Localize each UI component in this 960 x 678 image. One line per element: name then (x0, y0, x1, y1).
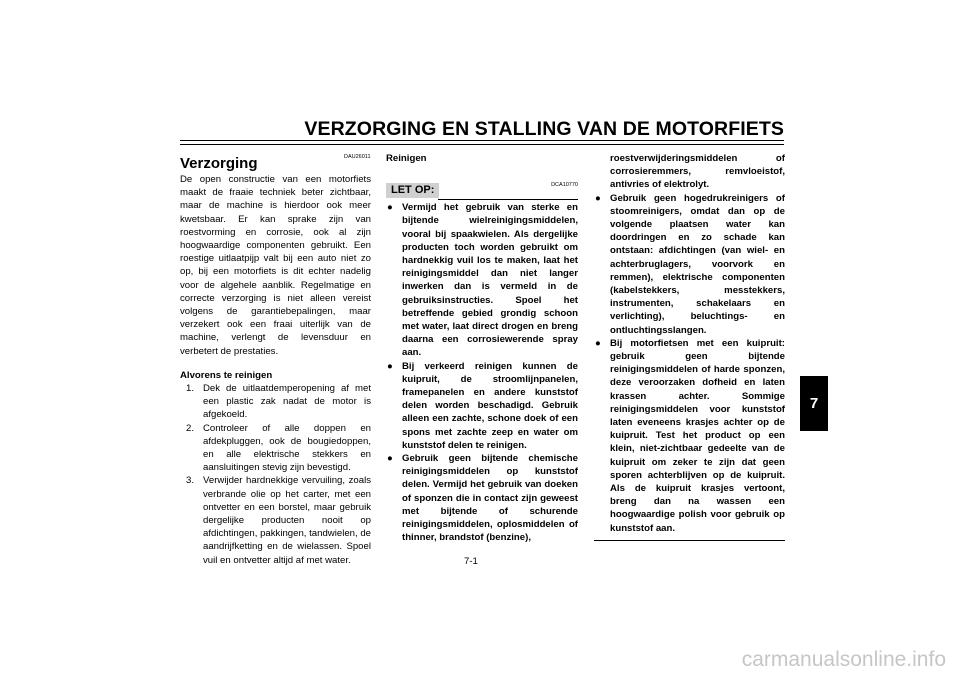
cleaning-heading: Reinigen (386, 153, 427, 164)
note-text: Bij motorfietsen met een kuipruit: gebruik geen bijtende reinigingsmiddelen of harde sponzen, deze veroorzaken dofheid en laten krassen achter. Sommige reinigingsmiddelen voor kunststof laten eveneens krasjes achter op de kuipruit. Test het product op een klein, niet-zichtbaar gedeelte van de kuipruit om zeker te zijn dat geen sporen achterblijven op de kuipruit. Als de kuipruit krasjes vertoont, breng dan na wassen een hoogwaardige polish voor gebruik op kunststof aan. (610, 337, 785, 534)
cleaning-notes-continued (594, 192, 785, 535)
section-code: DAU26011 (344, 154, 371, 160)
step-number: 1. (186, 383, 195, 395)
note-code: DCA10770 (551, 182, 578, 189)
left-column (180, 155, 371, 567)
middle-column (386, 152, 578, 544)
before-cleaning-steps (180, 382, 371, 567)
step-item (180, 422, 371, 475)
list-item (386, 201, 578, 359)
step-text: Controleer of alle doppen en afdekpluggen, ook de bougiedoppen, en alle elektrische stekkers en aansluitingen stevig zijn bevestigd. (203, 422, 371, 474)
chapter-tab: 7 (800, 376, 828, 431)
note-text: Gebruik geen bijtende chemische reinigingsmiddelen op kunststof delen. Vermijd het gebruik van doeken of sponzen die in contact zijn geweest met bijtende of schurende reinigingsmiddelen, oplosmiddelen of thinner, brandstof (benzine), (402, 453, 578, 544)
cleaning-notes (386, 201, 578, 544)
step-text: Verwijder hardnekkige vervuiling, zoals verbrande olie op het carter, met een ontvetter en een borstel, maar gebruik dergelijke producten nooit op afdichtingen, pakkingen, tandwielen, de aandrijfketting en de wielassen. Spoel vuil en ontvetter altijd af met water. (203, 475, 372, 566)
watermark: carmanualsonline.info (741, 648, 946, 671)
note-header (386, 165, 578, 199)
before-cleaning-heading: Alvorens te reinigen (180, 369, 273, 381)
section-heading: Verzorging (180, 155, 258, 172)
intro-paragraph: De open constructie van een motorfiets maakt de fraaie techniek beter zichtbaar, maar de machine is hierdoor ook meer kwetsbaar. Er kan sprake zijn van roestvorming en corrosie, ook al zijn hoogwaardige componenten gebruikt. Een roestige uitlaatpijp valt bij een auto niet zo op, bij een motorfiets is dit echter nadelig voor de algehele aanblik. Regelmatige en correcte verzorging is niet alleen vereist volgens de garantiebepalingen, maar verzekert ook een fraai uiterlijk van de machine, verlengt de levensduur en verbetert de prestaties. (180, 174, 371, 357)
note-continuation: roestverwijderingsmiddelen of corrosieremmers, remvloeistof, antivries of elektrolyt. (610, 153, 785, 191)
list-item (594, 192, 785, 337)
note-badge: LET OP: (386, 183, 439, 198)
list-item (386, 360, 578, 452)
note-text: Gebruik geen hogedrukreinigers of stoomreinigers, omdat dan op de volgende plaatsen water kan doordringen en zo schade kan ontstaan: afdichtingen (van wiel- en achterbruglagers, voorvork en remmen), elektrische componenten (kabelstekkers, messtekkers, instrumenten, schakelaars en verlichting), beluchtings- en ontluchtingsslangen. (610, 192, 785, 336)
note-text: Vermijd het gebruik van sterke en bijtende wielreinigingsmiddelen, vooral bij spaakwielen. Als dergelijke producten toch worden gebruikt om hardnekkig vuil los te maken, laat het reinigingsmiddel dan niet langer inwerken dan is vermeld in de gebruiksinstructies. Spoel het betreffende gebied grondig schoon met water, laat direct drogen en breng daarna een corrosiewerende spray aan. (402, 202, 578, 359)
bullet-icon: ● (387, 360, 393, 372)
right-column (594, 152, 785, 541)
list-item (594, 337, 785, 535)
note-text: Bij verkeerd reinigen kunnen de kuipruit, de stroomlijnpanelen, framepanelen en andere kunststof delen worden beschadigd. Gebruik alleen een zachte, schone doek of een spons met zachte zeep en water om kunststof delen te reinigen. (402, 360, 578, 451)
bullet-icon: ● (387, 202, 393, 214)
page-number: 7-1 (464, 556, 478, 567)
page-title: VERZORGING EN STALLING VAN DE MOTORFIETS (304, 118, 784, 140)
bullet-icon: ● (595, 337, 601, 349)
header-rule-bottom (180, 144, 784, 145)
step-number: 2. (186, 422, 195, 434)
note-end-rule (594, 540, 785, 541)
step-item (180, 474, 371, 566)
bullet-icon: ● (595, 192, 601, 204)
header-rule-top (180, 140, 784, 141)
step-text: Dek de uitlaatdemperopening af met een plastic zak nadat de motor is afgekoeld. (203, 383, 371, 421)
bullet-icon: ● (387, 453, 393, 465)
step-item (180, 382, 371, 422)
step-number: 3. (186, 475, 195, 487)
list-item (386, 452, 578, 544)
note-rule (438, 199, 578, 200)
